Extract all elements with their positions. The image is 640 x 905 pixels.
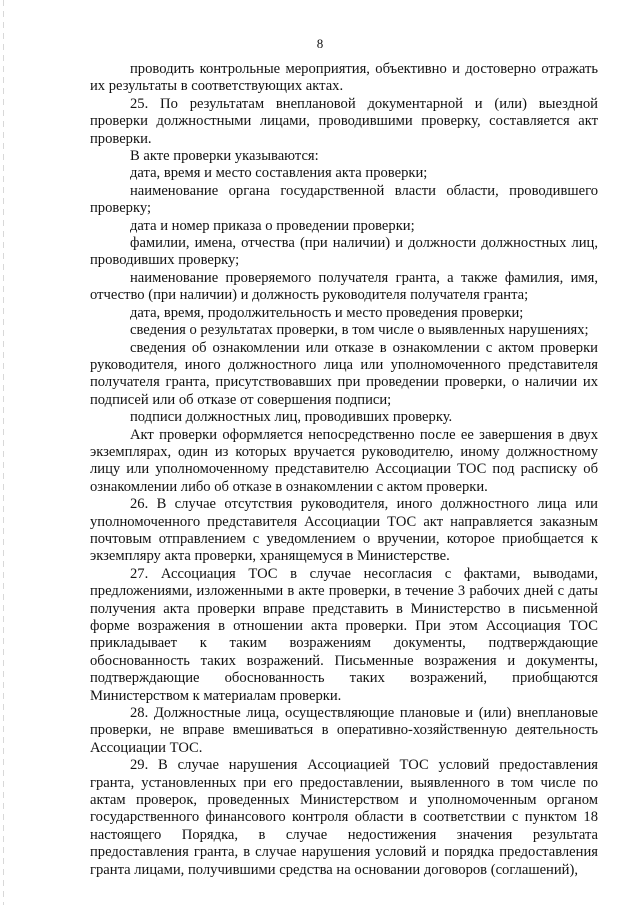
paragraph: фамилии, имена, отчества (при наличии) и должности должностных лиц, проводивших проверку; [90,235,598,269]
paragraph: сведения о результатах проверки, в том числе о выявленных нарушениях; [130,322,589,339]
paragraph: подписи должностных лиц, проводивших проверку. [130,409,453,426]
paragraph: 29. В случае нарушения Ассоциацией ТОС условий предоставления гранта, установленных при его предоставлении, выявленного в том числе по актам проверок, проведенных Министерством и уполномоченным органом государственного финансового контроля области в соответствии с пунктом 18 настоящего Порядка, в случае недостижения значения результата предоставления гранта, в случае нарушения условий и порядка предоставления гранта лицами, получившими средства на основании договоров (соглашений), [90,757,598,878]
paragraph: Акт проверки оформляется непосредственно после ее завершения в двух экземплярах, один из которых вручается руководителю, иному должностному лицу или уполномоченному представителю Ассоциации ТОС под расписку об ознакомлении либо об отказе в ознакомлении с актом проверки. [90,426,598,495]
paragraph: наименование органа государственной власти области, проводившего проверку; [90,182,598,217]
paragraph: дата, время, продолжительность и место проведения проверки; [130,304,524,321]
page-number: 8 [316,36,324,51]
paragraph: наименование проверяемого получателя гранта, а также фамилия, имя, отчество (при наличии) и должность руководителя получателя гранта; [90,269,598,304]
document-body [90,61,598,879]
paragraph: дата, время и место составления акта проверки; [130,165,428,182]
paragraph: 28. Должностные лица, осуществляющие плановые и (или) внеплановые проверки, не вправе вмешиваться в оперативно-хозяйственную деятельность Ассоциации ТОС. [90,705,598,756]
paragraph: 25. По результатам внеплановой документарной и (или) выездной проверки должностными лицами, проводившими проверку, составляется акт проверки. [90,95,598,147]
scan-margin-line [3,0,4,905]
paragraph: проводить контрольные мероприятия, объективно и достоверно отражать их результаты в соответствующих актах. [90,61,598,95]
paragraph: дата и номер приказа о проведении проверки; [130,217,415,234]
paragraph: 26. В случае отсутствия руководителя, иного должностного лица или уполномоченного представителя Ассоциации ТОС акт направляется заказным почтовым отправлением с уведомлением о вручении, которое приобщается к экземпляру акта проверки, хранящемуся в Министерстве. [90,496,598,565]
paragraph: сведения об ознакомлении или отказе в ознакомлении с актом проверки руководителя, иного должностного лица или уполномоченного представителя получателя гранта, присутствовавших при проведении проверки, о наличии их подписей или об отказе от совершения подписи; [90,339,598,408]
paragraph: В акте проверки указываются: [130,148,319,165]
paragraph: 27. Ассоциация ТОС в случае несогласия с фактами, выводами, предложениями, изложенными в акте проверки, в течение 3 рабочих дней с даты получения акта проверки вправе представить в Министерство в письменной форме возражения в отношении акта проверки. При этом Ассоциация ТОС прикладывает к таким возражениям документы, подтверждающие обоснованность таких возражений. Письменные возражения и документы, подтверждающие обоснованность таких возражений, приобщаются Министерством к материалам проверки. [90,565,598,704]
